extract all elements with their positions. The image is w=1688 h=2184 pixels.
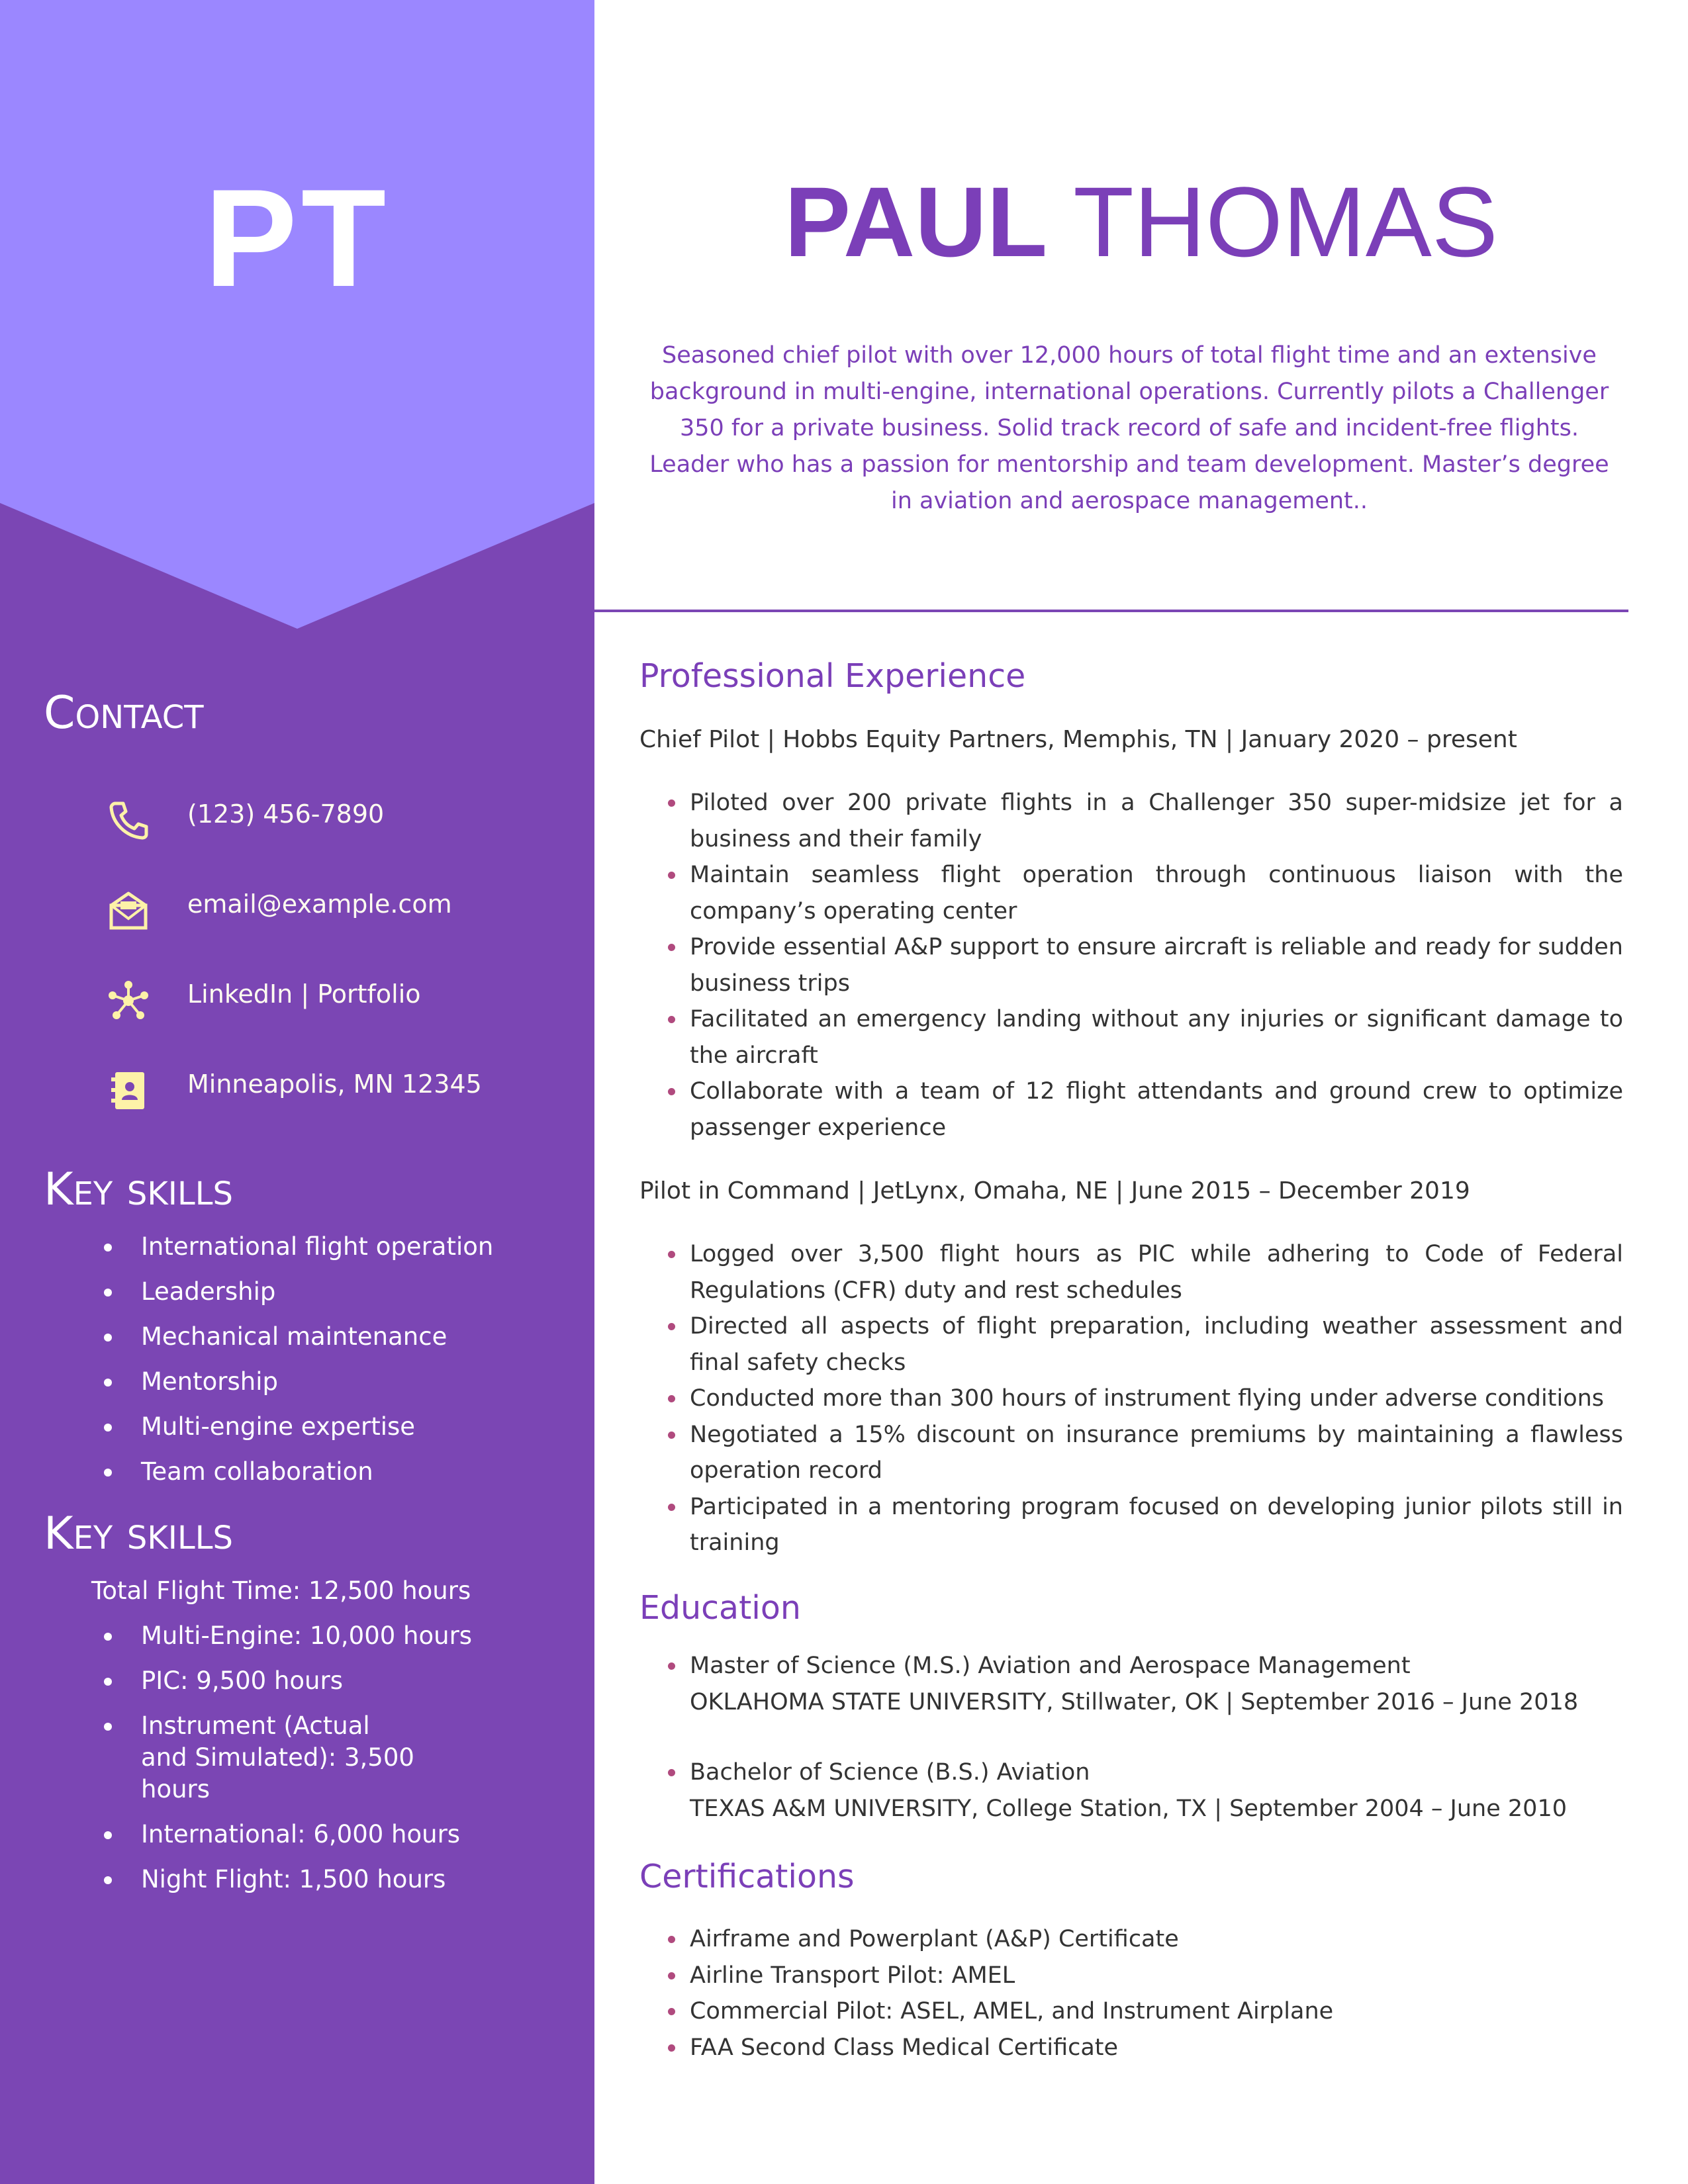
key-skills-heading: Key skills <box>44 1163 233 1216</box>
network-icon <box>102 974 155 1027</box>
list-item <box>639 1648 1623 1720</box>
school: TEXAS A&M UNIVERSITY, College Station, TX | September 2004 – June 2010 <box>690 1795 1567 1822</box>
list-item: Airline Transport Pilot: AMEL <box>639 1958 1623 1994</box>
list-item: Facilitated an emergency landing without any injuries or significant damage to the aircraft <box>639 1001 1623 1073</box>
degree: Master of Science (M.S.) Aviation and Aerospace Management <box>690 1653 1411 1679</box>
school: OKLAHOMA STATE UNIVERSITY, Stillwater, OK | September 2016 – June 2018 <box>690 1688 1579 1715</box>
education-heading: Education <box>639 1589 801 1627</box>
header-divider <box>594 610 1628 612</box>
education-list <box>639 1648 1623 1827</box>
degree: Bachelor of Science (B.S.) Aviation <box>690 1759 1090 1786</box>
list-item: International flight operation <box>0 1231 551 1263</box>
job-1-bullets <box>639 785 1623 1146</box>
email-icon <box>102 884 155 937</box>
list-item: Multi-Engine: 10,000 hours <box>0 1620 551 1652</box>
list-item: Team collaboration <box>0 1456 551 1488</box>
last-name: THOMAS <box>1073 166 1498 277</box>
list-item <box>639 1754 1623 1827</box>
profile-summary: Seasoned chief pilot with over 12,000 hours of total flight time and an extensive background in multi-engine, international operations. Currently pilots a Challenger 350 for a private business. Solid track record of safe and incident-free flights. Leader who has a passion for mentorship and team development. Master’s degree in aviation and aerospace management.. <box>649 342 1609 514</box>
phone-icon <box>102 794 155 847</box>
job-2-bullets <box>639 1236 1623 1561</box>
list-item: International: 6,000 hours <box>0 1819 551 1850</box>
monogram-initials: PT <box>204 160 391 316</box>
location: Minneapolis, MN 12345 <box>187 1069 482 1099</box>
list-item: Night Flight: 1,500 hours <box>0 1864 551 1895</box>
list-item: Participated in a mentoring program focused on developing junior pilots still in training <box>639 1489 1623 1561</box>
full-name <box>594 166 1688 277</box>
certifications-list <box>639 1921 1623 2066</box>
job-title-2: Pilot in Command | JetLynx, Omaha, NE | June 2015 – December 2019 <box>639 1177 1470 1205</box>
list-item: Instrument (Actual and Simulated): 3,500 hours <box>0 1710 419 1805</box>
list-item: Mechanical maintenance <box>0 1321 551 1353</box>
certifications-heading: Certifications <box>639 1858 855 1895</box>
phone-number[interactable]: (123) 456-7890 <box>187 799 385 829</box>
list-item: Leadership <box>0 1276 551 1308</box>
total-flight-time: Total Flight Time: 12,500 hours <box>91 1576 471 1605</box>
list-item: Provide essential A&P support to ensure aircraft is reliable and ready for sudden business trips <box>639 929 1623 1001</box>
list-item: Commercial Pilot: ASEL, AMEL, and Instrument Airplane <box>639 1993 1623 2030</box>
list-item: Multi-engine expertise <box>0 1411 551 1443</box>
sidebar <box>0 0 594 2184</box>
contact-heading: Contact <box>44 687 204 739</box>
flight-hours-list <box>0 1620 551 1909</box>
list-item: Airframe and Powerplant (A&P) Certificate <box>639 1921 1623 1958</box>
email-address[interactable]: email@example.com <box>187 889 452 919</box>
list-item: Piloted over 200 private flights in a Challenger 350 super-midsize jet for a business and their family <box>639 785 1623 857</box>
first-name: PAUL <box>784 166 1046 277</box>
address-book-icon <box>102 1064 155 1117</box>
list-item: Conducted more than 300 hours of instrument flying under adverse conditions <box>639 1381 1623 1417</box>
job-title-1: Chief Pilot | Hobbs Equity Partners, Memphis, TN | January 2020 – present <box>639 726 1517 753</box>
list-item: Logged over 3,500 flight hours as PIC while adhering to Code of Federal Regulations (CFR) duty and rest schedules <box>639 1236 1623 1308</box>
list-item: PIC: 9,500 hours <box>0 1665 551 1697</box>
list-item: Maintain seamless flight operation through continuous liaison with the company’s operating center <box>639 857 1623 929</box>
list-item: Collaborate with a team of 12 flight attendants and ground crew to optimize passenger experience <box>639 1073 1623 1146</box>
key-skills-list <box>0 1231 551 1501</box>
list-item: Negotiated a 15% discount on insurance premiums by maintaining a flawless operation record <box>639 1417 1623 1489</box>
linkedin-portfolio-links[interactable]: LinkedIn | Portfolio <box>187 979 421 1009</box>
list-item: FAA Second Class Medical Certificate <box>639 2030 1623 2066</box>
list-item: Directed all aspects of flight preparation, including weather assessment and final safety checks <box>639 1308 1623 1381</box>
flight-hours-heading: Key skills <box>44 1508 233 1560</box>
list-item: Mentorship <box>0 1366 551 1398</box>
experience-heading: Professional Experience <box>639 657 1026 695</box>
